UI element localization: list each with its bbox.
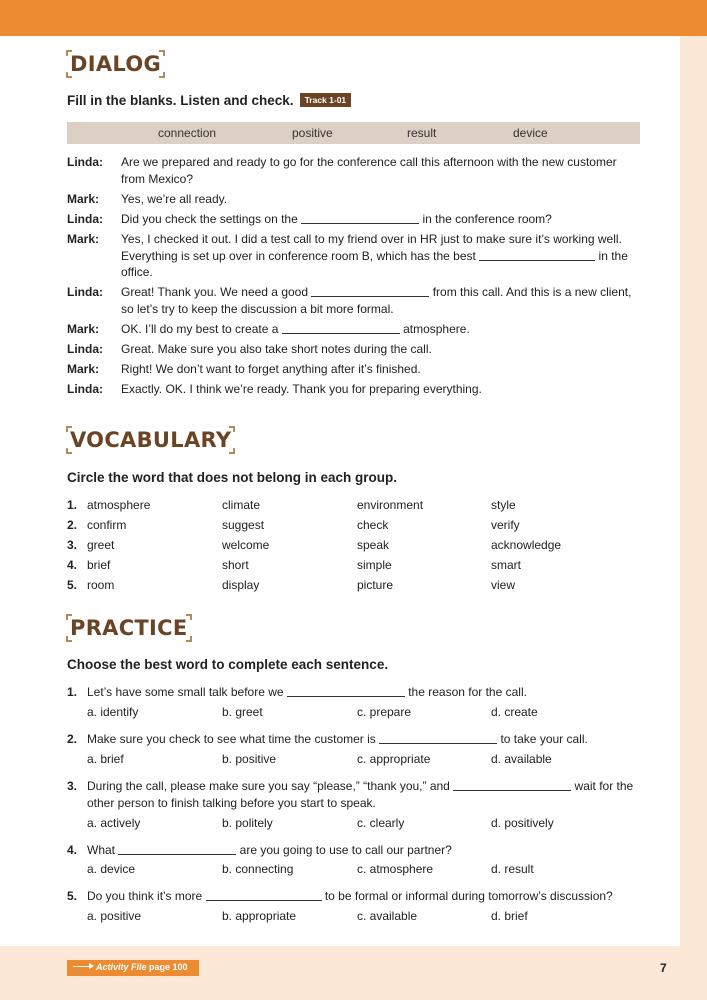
vocab-word[interactable]: atmosphere — [87, 498, 151, 512]
vocab-word[interactable]: acknowledge — [491, 538, 562, 552]
vocab-word[interactable]: environment — [357, 498, 424, 512]
answer-option[interactable]: b. positive — [222, 752, 277, 766]
vocab-word[interactable]: check — [357, 518, 389, 532]
answer-option[interactable]: b. politely — [222, 816, 273, 830]
vocab-word[interactable]: picture — [357, 578, 394, 592]
question-text: Make sure you check to see what time the customer is to take your call. — [87, 732, 588, 746]
dialog-instruction: Fill in the blanks. Listen and check. Track 1-01 — [67, 93, 351, 108]
answer-option[interactable]: a. device — [87, 862, 136, 876]
speaker: Mark: — [67, 322, 100, 336]
answer-blank[interactable] — [479, 249, 595, 261]
word-bank-item: positive — [292, 126, 333, 140]
line-text: OK. I’ll do my best to create a atmosphere. — [121, 322, 470, 336]
answer-blank[interactable] — [206, 889, 322, 901]
line-text: Yes, we’re all ready. — [121, 192, 228, 206]
answer-option[interactable]: c. appropriate — [357, 752, 431, 766]
answer-option[interactable]: c. available — [357, 909, 418, 923]
answer-option[interactable]: b. connecting — [222, 862, 294, 876]
vocab-word[interactable]: style — [491, 498, 516, 512]
answer-option[interactable]: d. brief — [491, 909, 528, 923]
answer-option[interactable]: d. result — [491, 862, 534, 876]
answer-blank[interactable] — [282, 322, 400, 334]
line-text: Great. Make sure you also take short notes during the call. — [121, 342, 432, 356]
speaker: Linda: — [67, 382, 103, 396]
page-number: 7 — [660, 961, 667, 975]
vocab-word[interactable]: speak — [357, 538, 390, 552]
answer-option[interactable]: d. positively — [491, 816, 554, 830]
dialog-title: DIALOG — [67, 50, 164, 78]
answer-option[interactable]: a. actively — [87, 816, 141, 830]
speaker: Linda: — [67, 342, 103, 356]
answer-option[interactable]: a. positive — [87, 909, 142, 923]
vocab-word[interactable]: verify — [491, 518, 520, 532]
practice-instruction: Choose the best word to complete each sentence. — [67, 657, 389, 672]
vocabulary-title: VOCABULARY — [67, 426, 234, 454]
answer-option[interactable]: c. clearly — [357, 816, 405, 830]
answer-blank[interactable] — [311, 285, 429, 297]
answer-blank[interactable] — [453, 779, 571, 791]
answer-option[interactable]: d. available — [491, 752, 552, 766]
vocab-word[interactable]: smart — [491, 558, 521, 572]
question-number: 3. — [67, 779, 78, 793]
question-text: What are you going to use to call our partner? — [87, 843, 452, 857]
vocab-word[interactable]: short — [222, 558, 249, 572]
answer-blank[interactable] — [379, 732, 497, 744]
answer-blank[interactable] — [301, 212, 419, 224]
vocab-word[interactable]: simple — [357, 558, 392, 572]
answer-option[interactable]: b. greet — [222, 705, 263, 719]
vocab-word[interactable]: display — [222, 578, 260, 592]
line-text: Yes, I checked it out. I did a test call to my friend over in HR just to make sure it’s working well. Everything is set up over in conference room B, which has the best in the office. — [121, 232, 628, 279]
word-bank — [67, 122, 640, 144]
practice-title: PRACTICE — [67, 614, 191, 642]
side-strip — [680, 36, 707, 1000]
line-text: Exactly. OK. I think we’re ready. Thank you for preparing everything. — [121, 382, 482, 396]
speaker: Mark: — [67, 192, 100, 206]
word-bank-item: result — [407, 126, 437, 140]
speaker: Mark: — [67, 362, 100, 376]
question-number: 1. — [67, 685, 78, 699]
speaker: Mark: — [67, 232, 100, 246]
answer-option[interactable]: c. atmosphere — [357, 862, 434, 876]
answer-blank[interactable] — [118, 843, 236, 855]
answer-option[interactable]: d. create — [491, 705, 538, 719]
question-number: 2. — [67, 732, 78, 746]
vocab-word[interactable]: confirm — [87, 518, 127, 532]
speaker: Linda: — [67, 212, 103, 226]
answer-option[interactable]: c. prepare — [357, 705, 412, 719]
speaker: Linda: — [67, 155, 103, 169]
vocab-word[interactable]: welcome — [222, 538, 270, 552]
word-bank-item: device — [513, 126, 548, 140]
answer-blank[interactable] — [287, 685, 405, 697]
vocab-word[interactable]: greet — [87, 538, 115, 552]
question-text: During the call, please make sure you say “please,” “thank you,” and wait for the other person to finish talking before you start to speak. — [87, 779, 634, 810]
speaker: Linda: — [67, 285, 103, 299]
vocab-word[interactable]: room — [87, 578, 115, 592]
vocab-word[interactable]: climate — [222, 498, 261, 512]
top-banner — [0, 0, 707, 36]
line-text: Great! Thank you. We need a good from this call. And this is a new client, so let’s try to keep the discussion a bit more formal. — [121, 285, 632, 316]
answer-option[interactable]: a. identify — [87, 705, 139, 719]
line-text: Did you check the settings on the in the conference room? — [121, 212, 552, 226]
vocab-word[interactable]: suggest — [222, 518, 265, 532]
vocab-word[interactable]: view — [491, 578, 516, 592]
question-text: Let’s have some small talk before we the reason for the call. — [87, 685, 527, 699]
line-text: Right! We don’t want to forget anything after it’s finished. — [121, 362, 421, 376]
arrow-right-icon — [73, 966, 93, 967]
answer-option[interactable]: a. brief — [87, 752, 124, 766]
word-bank-item: connection — [158, 126, 217, 140]
vocab-word[interactable]: brief — [87, 558, 111, 572]
track-badge[interactable]: Track 1-01 — [300, 93, 352, 107]
question-number: 5. — [67, 889, 78, 903]
line-text: Are we prepared and ready to go for the conference call this afternoon with the new customer from Mexico? — [121, 155, 617, 186]
question-text: Do you think it’s more to be formal or informal during tomorrow’s discussion? — [87, 889, 613, 903]
question-number: 4. — [67, 843, 78, 857]
activity-file-link[interactable]: Activity File page 100 — [67, 960, 199, 976]
vocabulary-instruction: Circle the word that does not belong in each group. — [67, 470, 398, 485]
answer-option[interactable]: b. appropriate — [222, 909, 297, 923]
